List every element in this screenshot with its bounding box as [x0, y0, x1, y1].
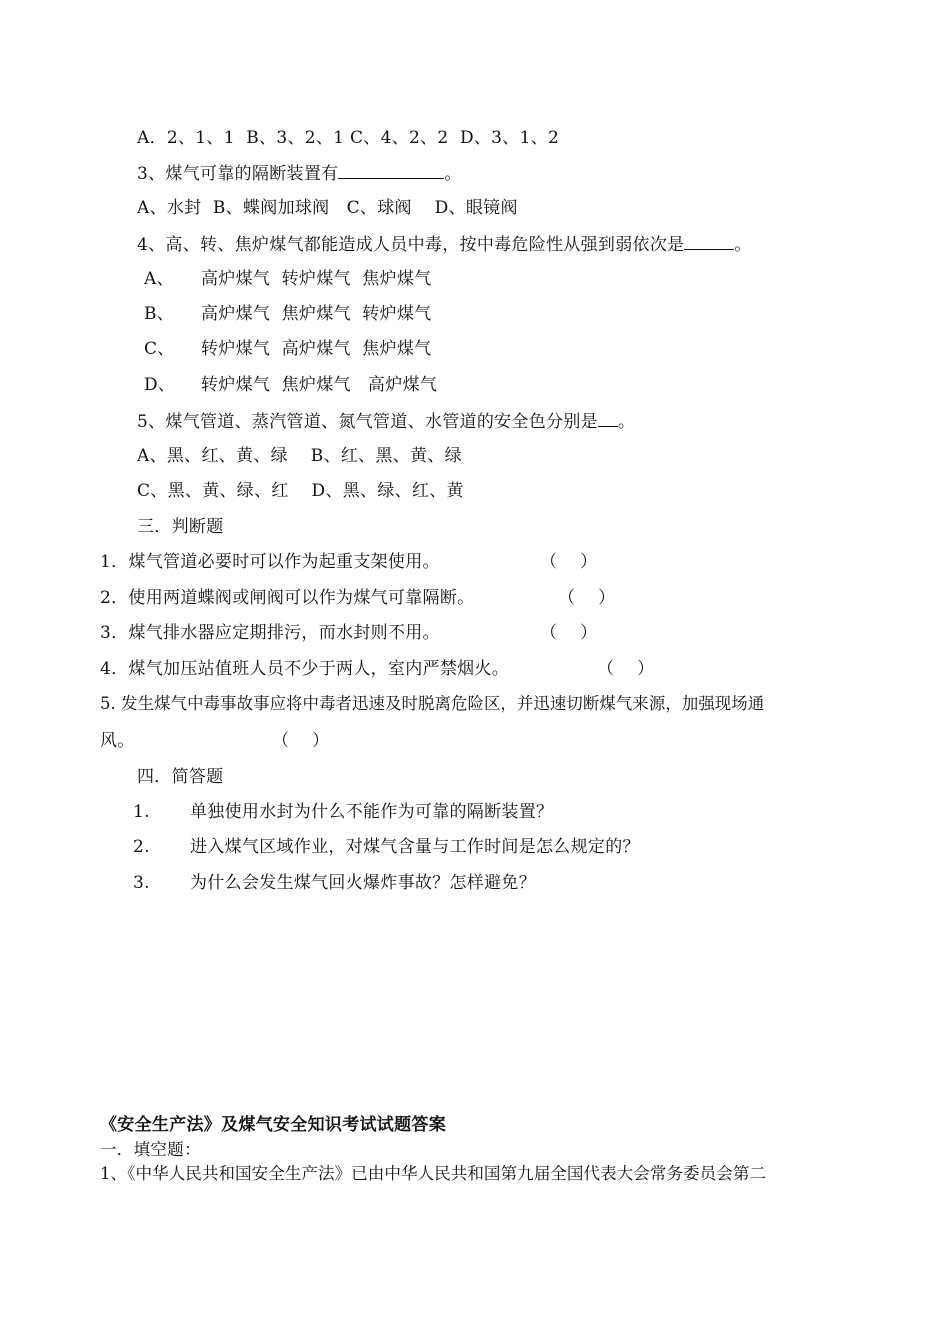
short-answer-3 — [133, 872, 536, 894]
short-answer-text: 进入煤气区域作业，对煤气含量与工作时间是怎么规定的？ — [190, 837, 640, 857]
q4-option-c — [144, 338, 432, 360]
q5-options-2: C、黑、黄、绿、红 D、黑、绿、红、黄 — [137, 481, 464, 501]
section4-title: 四．简答题 — [137, 767, 224, 787]
judge-item-text: 1．煤气管道必要时可以作为起重支架使用。 — [100, 552, 440, 572]
judge-item-text: 2．使用两道蝶阀或闸阀可以作为煤气可靠隔断。 — [100, 588, 475, 608]
q4-option-text: 高炉煤气 转炉煤气 焦炉煤气 — [201, 269, 432, 289]
q4-option-label: B、 — [144, 304, 175, 324]
judge-item-3 — [100, 622, 598, 644]
q3-stem — [137, 162, 462, 185]
short-answer-num: 2. — [133, 837, 150, 857]
judge-item-text: 风。 — [100, 731, 135, 751]
q4-option-text: 转炉煤气 高炉煤气 焦炉煤气 — [201, 339, 432, 359]
short-answer-2 — [133, 836, 640, 858]
q3-stem-end: 。 — [444, 164, 462, 184]
judge-answer-paren[interactable]: （ ） — [540, 552, 598, 572]
judge-answer-paren[interactable]: （ ） — [540, 623, 598, 643]
judge-item-4 — [100, 658, 655, 680]
judge-answer-paren[interactable]: （ ） — [558, 588, 616, 608]
q4-answer-blank[interactable] — [684, 233, 734, 250]
short-answer-num: 1. — [133, 802, 150, 822]
judge-item-1 — [100, 551, 598, 573]
q4-option-label: C、 — [144, 339, 175, 359]
judge-item-text: 4．煤气加压站值班人员不少于两人，室内严禁烟火。 — [100, 659, 510, 679]
short-answer-1 — [133, 801, 554, 823]
judge-item-5-line1: 5. 发生煤气中毒事故事应将中毒者迅速及时脱离危险区，并迅速切断煤气来源，加强现场通 — [100, 694, 765, 713]
answers-line-1: 1、《中华人民共和国安全生产法》已由中华人民共和国第九届全国代表大会常务委员会第二 — [100, 1164, 767, 1183]
answers-section1-title: 一．填空题： — [100, 1140, 201, 1159]
q4-option-d — [144, 374, 438, 396]
q3-answer-blank[interactable] — [338, 162, 444, 179]
judge-item-text: 3．煤气排水器应定期排污，而水封则不用。 — [100, 623, 440, 643]
answers-title: 《安全生产法》及煤气安全知识考试试题答案 — [100, 1115, 446, 1135]
q4-stem-end: 。 — [734, 235, 752, 255]
q4-option-label: D、 — [144, 375, 176, 395]
short-answer-text: 为什么会发生煤气回火爆炸事故？怎样避免？ — [190, 873, 536, 893]
q4-option-a — [144, 268, 432, 290]
section3-title: 三．判断题 — [137, 517, 224, 537]
q4-stem-text: 4、高、转、焦炉煤气都能造成人员中毒，按中毒危险性从强到弱依次是 — [137, 235, 685, 255]
q5-stem-text: 5、煤气管道、蒸汽管道、氮气管道、水管道的安全色分别是 — [137, 412, 598, 432]
short-answer-num: 3. — [133, 873, 150, 893]
q4-option-text: 高炉煤气 焦炉煤气 转炉煤气 — [201, 304, 432, 324]
q5-stem — [137, 410, 635, 433]
q4-option-b — [144, 303, 432, 325]
short-answer-text: 单独使用水封为什么不能作为可靠的隔断装置？ — [190, 802, 554, 822]
q4-stem — [137, 233, 752, 256]
judge-item-2 — [100, 587, 616, 609]
q4-option-text: 转炉煤气 焦炉煤气 高炉煤气 — [201, 375, 438, 395]
q5-options-1: A、黑、红、黄、绿 B、红、黑、黄、绿 — [137, 446, 462, 466]
q4-option-label: A、 — [144, 269, 174, 289]
q3-options: A、水封 B、蝶阀加球阀 C、球阀 D、眼镜阀 — [137, 198, 518, 218]
q2-options: A．2、1、1 B、3、2、1 C、4、2、2 D、3、1、2 — [137, 128, 560, 148]
q3-stem-text: 3、煤气可靠的隔断装置有 — [137, 164, 339, 184]
q5-stem-end: 。 — [617, 412, 636, 432]
judge-answer-paren[interactable]: （ ） — [272, 731, 330, 751]
q5-answer-blank[interactable] — [598, 410, 618, 427]
judge-answer-paren[interactable]: （ ） — [597, 659, 655, 679]
judge-item-5-line2 — [100, 730, 330, 752]
